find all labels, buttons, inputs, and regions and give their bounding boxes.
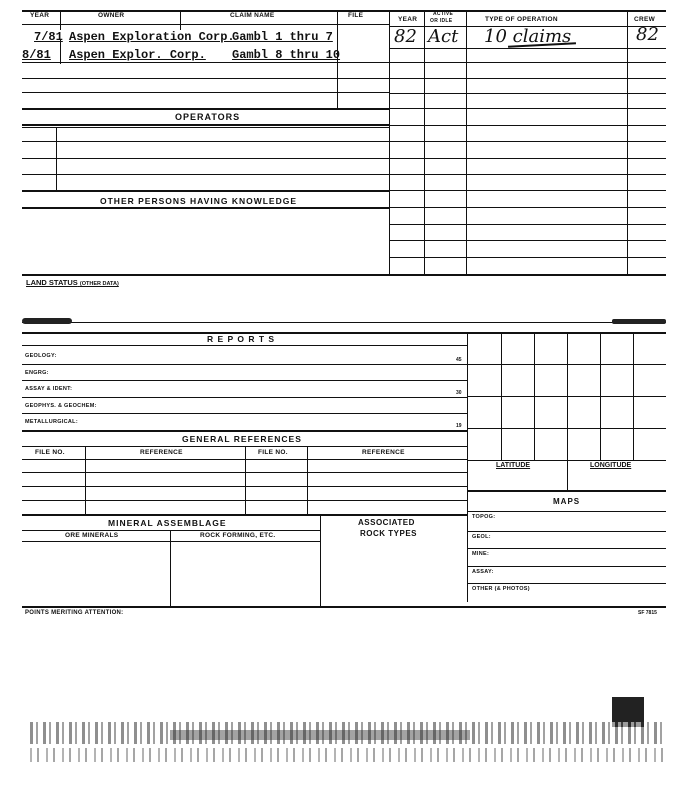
report-metallurgical: METALLURGICAL: [25, 419, 78, 425]
map-topog: TOPOG: [472, 514, 496, 520]
map-geol: GEOL: [472, 534, 491, 540]
ops-entry-active: Act [428, 26, 459, 47]
report-metallurgical-num: 19 [456, 423, 462, 429]
ref-reference-2-header: REFERENCE [362, 449, 405, 456]
ops-crew-header: CREW [634, 16, 656, 23]
operators-heading: OPERATORS [175, 112, 241, 122]
claims-claim-name-header: CLAIM NAME [230, 12, 275, 19]
rock-forming-header: ROCK FORMING, ETC. [200, 532, 276, 539]
claim-row-2-claim-name: Gambl 8 thru 10 [232, 48, 341, 62]
ref-file-no-1-header: FILE NO. [35, 449, 65, 456]
claim-row-1-claim-name: Gambl 1 thru 7 [232, 30, 333, 44]
report-assay: ASSAY & IDENT: [25, 386, 73, 392]
ops-entry-type: 10 claims [484, 26, 572, 47]
mineral-assemblage-heading: MINERAL ASSEMBLAGE [108, 518, 227, 528]
ore-minerals-header: ORE MINERALS [65, 532, 119, 539]
report-engrg: ENGRG: [25, 370, 49, 376]
claim-row-2-owner: Aspen Explor. Corp. [69, 48, 206, 62]
ref-reference-1-header: REFERENCE [140, 449, 183, 456]
ops-entry-crew: 82 [636, 24, 659, 45]
associated-heading: ASSOCIATED [358, 518, 415, 527]
ops-type-header: TYPE OF OPERATION [485, 16, 558, 23]
rock-types-heading: ROCK TYPES [360, 529, 418, 538]
map-mine: MINE: [472, 551, 490, 557]
longitude-label: LONGITUDE [590, 462, 632, 469]
ops-year-header: YEAR [398, 16, 418, 23]
points-meriting-attention: POINTS MERITING ATTENTION: [25, 610, 124, 616]
report-geology: GEOLOGY: [25, 353, 57, 359]
report-geophys: GEOPHYS. & GEOCHEM: [25, 403, 97, 409]
claim-row-2-year: 8/81 [22, 48, 51, 62]
ops-entry-year: 82 [394, 26, 417, 47]
report-geology-num: 45 [456, 357, 462, 363]
map-other: OTHER (& PHOTOS) [472, 586, 530, 592]
map-assay: ASSAY: [472, 569, 494, 575]
form-number: SF 7815 [638, 610, 657, 616]
general-references-heading: GENERAL REFERENCES [182, 434, 302, 444]
claims-owner-header: OWNER [98, 12, 125, 19]
claims-year-header: YEAR [30, 12, 50, 19]
latitude-label: LATITUDE [496, 462, 531, 469]
other-persons-heading: OTHER PERSONS HAVING KNOWLEDGE [100, 196, 298, 206]
reports-heading: R E P O R T S [207, 334, 276, 344]
claim-row-1-owner: Aspen Exploration Corp. [69, 30, 235, 44]
ref-file-no-2-header: FILE NO. [258, 449, 288, 456]
land-status-subtitle: (OTHER DATA) [79, 281, 119, 287]
claim-row-1-year: 7/81 [34, 30, 63, 44]
ops-idle-header: OR IDLE [430, 18, 453, 24]
report-assay-num: 30 [456, 390, 462, 396]
land-status-label [26, 278, 119, 287]
ops-active-header: ACTIVE [433, 11, 454, 17]
claims-file-header: FILE [348, 12, 364, 19]
maps-heading: MAPS [553, 497, 581, 506]
land-status-title: LAND STATUS [26, 278, 78, 287]
